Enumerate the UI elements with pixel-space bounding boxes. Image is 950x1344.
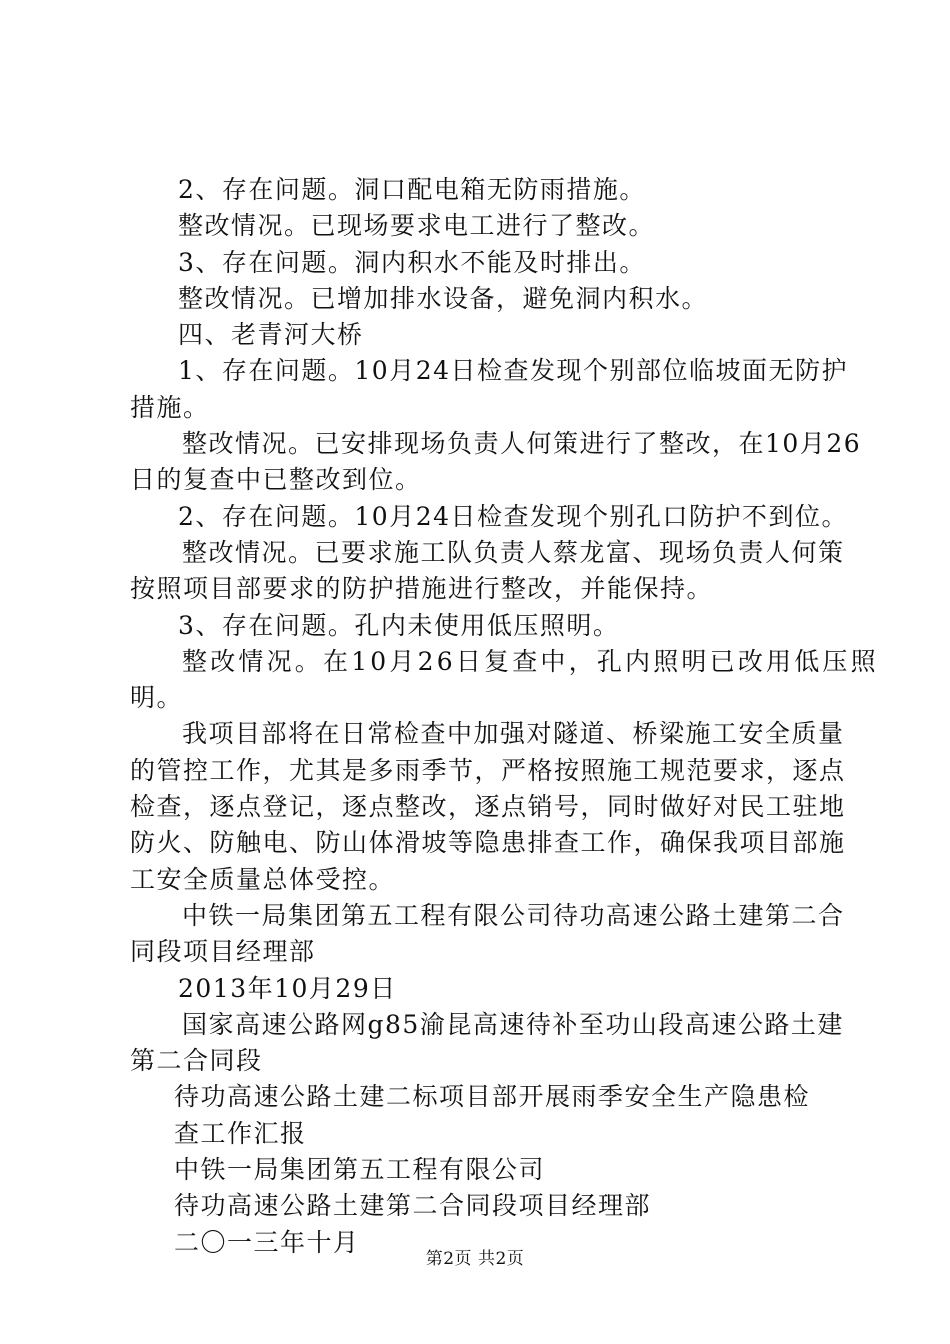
text-line: 同段项目经理部 (130, 937, 316, 967)
text-line: 中铁一局集团第五工程有限公司待功高速公路土建第二合 (182, 900, 845, 930)
text-line: 整改情况。在10月26日复查中，孔内照明已改用低压照 (182, 646, 879, 676)
text-line: 2、存在问题。10月24日检查发现个别孔口防护不到位。 (178, 501, 849, 531)
text-line: 我项目部将在日常检查中加强对隧道、桥梁施工安全质量 (182, 719, 845, 749)
text-line: 工安全质量总体受控。 (130, 864, 396, 894)
text-line: 待功高速公路土建二标项目部开展雨季安全生产隐患检 (174, 1082, 811, 1112)
text-line: 3、存在问题。孔内未使用低压照明。 (178, 610, 620, 640)
page-number: 第2页 共2页 (425, 1249, 525, 1269)
text-line: 按照项目部要求的防护措施进行整改，并能保持。 (130, 574, 714, 604)
text-line: 整改情况。已现场要求电工进行了整改。 (178, 211, 656, 241)
text-line: 2、存在问题。洞口配电箱无防雨措施。 (178, 175, 646, 204)
text-line: 待功高速公路土建第二合同段项目经理部 (174, 1191, 652, 1221)
text-line: 措施。 (130, 392, 210, 422)
text-line: 整改情况。已安排现场负责人何策进行了整改，在10月26 (182, 429, 862, 459)
text-line: 检查，逐点登记，逐点整改，逐点销号，同时做好对民工驻地 (130, 792, 846, 822)
date-line: 2013年10月29日 (178, 973, 397, 1003)
document-body (130, 172, 879, 1261)
date-line: 二〇一三年十月 (174, 1227, 360, 1257)
text-line: 整改情况。已要求施工队负责人蔡龙富、现场负责人何策 (182, 537, 845, 567)
text-line: 中铁一局集团第五工程有限公司 (174, 1155, 546, 1185)
text-line: 的管控工作，尤其是多雨季节，严格按照施工规范要求，逐点 (130, 755, 846, 785)
text-line: 国家高速公路网g85渝昆高速待补至功山段高速公路土建 (182, 1009, 844, 1039)
text-line: 整改情况。已增加排水设备，避免洞内积水。 (178, 283, 709, 313)
text-line: 查工作汇报 (174, 1118, 307, 1148)
text-line: 3、存在问题。洞内积水不能及时排出。 (178, 247, 646, 277)
text-line: 1、存在问题。10月24日检查发现个别部位临坡面无防护 (178, 356, 849, 386)
text-line: 明。 (130, 683, 184, 713)
text-line: 第二合同段 (130, 1046, 263, 1076)
text-line: 防火、防触电、防山体滑坡等隐患排查工作，确保我项目部施 (130, 828, 846, 858)
section-heading: 四、老青河大桥 (178, 320, 364, 350)
text-line: 日的复查中已整改到位。 (130, 465, 422, 495)
